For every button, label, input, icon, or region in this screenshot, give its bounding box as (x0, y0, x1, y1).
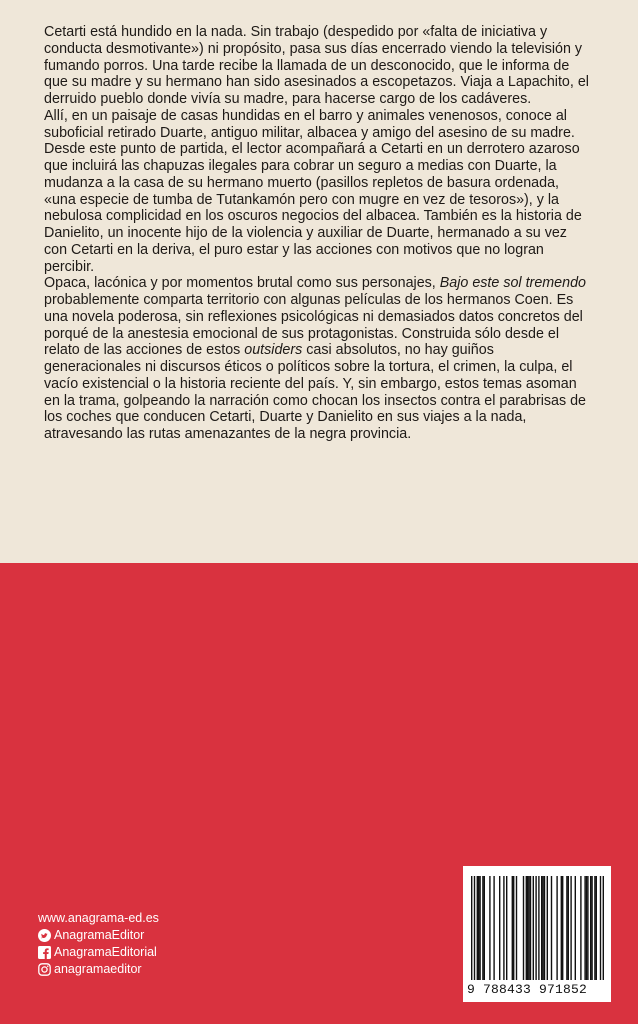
barcode-bar (561, 876, 562, 980)
barcode-bar (584, 876, 585, 980)
barcode-bar (484, 876, 485, 980)
website-line (38, 910, 159, 927)
barcode-bar (542, 876, 543, 980)
barcode-bar (591, 876, 592, 980)
barcode-bar (575, 876, 576, 980)
barcode-bar (544, 876, 545, 980)
twitter-handle[interactable]: AnagramaEditor (54, 928, 145, 942)
blurb-paragraph-1: Cetarti está hundido en la nada. Sin trabajo (despedido por «falta de iniciativa y conducta desmotivante») ni propósito, pasa sus días encerrado viendo la televisión y fumando porros. Una tarde recibe la llamada de un desconocido, que le informa de que su madre y su hermano han sido asesinados a escopetazos. Viaja a Lapachito, el derruido pueblo donde vivía su madre, para hacerse cargo de los cadáveres. (44, 24, 589, 107)
barcode-bar (538, 876, 539, 980)
facebook-icon (38, 946, 51, 959)
barcode (463, 866, 611, 1002)
publisher-info (38, 910, 159, 978)
barcode-bar (580, 876, 581, 980)
barcode-bar (526, 876, 527, 980)
barcode-bar (603, 876, 604, 980)
instagram-line (38, 961, 159, 978)
blurb-text (44, 24, 592, 443)
outsiders-italic: outsiders (244, 342, 303, 359)
website-link[interactable]: www.anagrama-ed.es (38, 911, 159, 925)
barcode-bar (503, 876, 504, 980)
facebook-line (38, 944, 159, 961)
barcode-bar (479, 876, 480, 980)
instagram-handle[interactable]: anagramaeditor (54, 962, 142, 976)
barcode-bar (587, 876, 588, 980)
twitter-line (38, 927, 159, 944)
barcode-bar (596, 876, 597, 980)
barcode-bar (568, 876, 569, 980)
barcode-bar (586, 876, 587, 980)
barcode-bar (590, 876, 591, 980)
blurb-paragraph-3-part-2: probablemente comparta territorio con algunas películas de los hermanos Coen. Es una novela poderosa, sin reflexiones psicológicas ni demasiados datos concretos del porqué de la anestesia emocional de sus protagonistas. Construida sólo desde el relato de las acciones de estos (44, 292, 583, 359)
barcode-bar (541, 876, 542, 980)
barcode-bar (477, 876, 478, 980)
barcode-bar (562, 876, 563, 980)
blurb-paragraph-3 (44, 275, 592, 443)
barcode-bar (594, 876, 595, 980)
instagram-icon (38, 963, 51, 976)
barcode-bar (489, 876, 490, 980)
barcode-bar (533, 876, 534, 980)
barcode-bar (513, 876, 514, 980)
barcode-bar (474, 876, 475, 980)
barcode-bar (499, 876, 500, 980)
barcode-bar (478, 876, 479, 980)
blurb-paragraph-3-part-1: Opaca, lacónica y por momentos brutal como sus personajes, (44, 275, 440, 292)
book-title-italic: Bajo este sol tremendo (439, 275, 586, 292)
facebook-handle[interactable]: AnagramaEditorial (54, 945, 157, 959)
blurb-paragraph-3-part-3: casi absolutos, no hay guiños generacionales ni discursos éticos o políticos sobre la tortura, el crimen, la culpa, el vacío existencial o la historia reciente del país. Y, sin embargo, estos temas asoman en la trama, golpeando la narración como chocan los insectos contra el parabrisas de los coches que conducen Cetarti, Duarte y Danielito en sus viajes a la nada, atravesando las rutas amenazantes de la negra provincia. (44, 342, 587, 442)
barcode-bar (566, 876, 567, 980)
twitter-icon (38, 929, 51, 942)
barcode-bar (551, 876, 552, 980)
barcode-bar (530, 876, 531, 980)
barcode-bar (516, 876, 517, 980)
barcode-bar (535, 876, 536, 980)
barcode-bar (556, 876, 557, 980)
barcode-bar (523, 876, 524, 980)
barcode-bar (471, 876, 472, 980)
barcode-bar (600, 876, 601, 980)
barcode-bar (547, 876, 548, 980)
barcode-bar (482, 876, 483, 980)
blurb-paragraph-2: Allí, en un paisaje de casas hundidas en el barro y animales venenosos, conoce al suboficial retirado Duarte, antiguo militar, albacea y amigo del asesino de su madre. Desde este punto de partida, el lector acompañará a Cetarti en un derrotero azaroso que incluirá las chapuzas ilegales para cobrar un seguro a medias con Duarte, la mudanza a la casa de su hermano muerto (pasillos repletos de basura ordenada, «una especie de tumba de Tutankamón pero con mugre en vez de tesoros»), y la nebulosa complicidad en los oscuros negocios del albacea. También es la historia de Danielito, un inocente hijo de la violencia y auxiliar de Duarte, hermanado a su vez con Cetarti en la deriva, el puro estar y las acciones con motivos que no logran percibir. (44, 107, 582, 275)
barcode-bar (512, 876, 513, 980)
barcode-bar (570, 876, 571, 980)
barcode-digits: 9 788433 971852 (467, 982, 588, 997)
barcode-bar (493, 876, 494, 980)
barcode-bar (527, 876, 528, 980)
barcode-bar (528, 876, 529, 980)
barcode-bar (506, 876, 507, 980)
